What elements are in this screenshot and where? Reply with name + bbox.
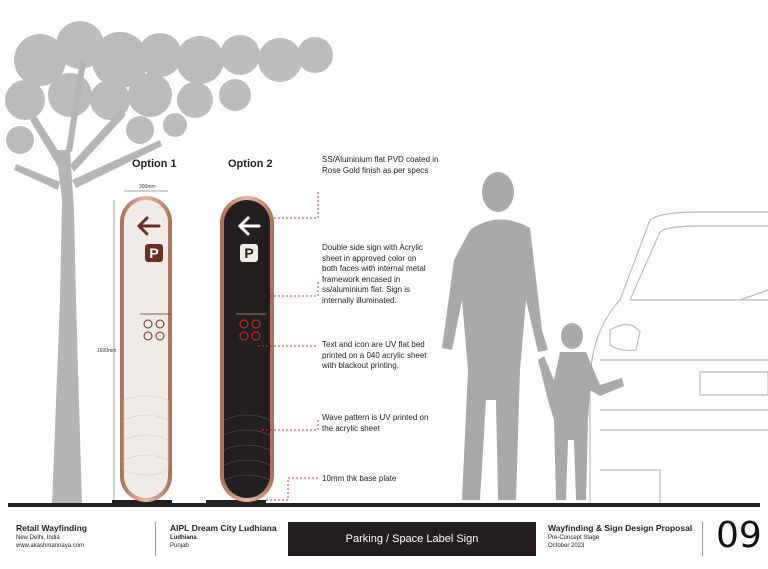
project-city: Ludhiana — [170, 535, 197, 541]
parking-icon — [240, 244, 258, 262]
car-outline — [590, 212, 768, 505]
footer-divider — [155, 522, 156, 556]
project-state: Punjab — [170, 543, 189, 549]
note-wave: Wave pattern is UV printed on the acrylic sheet — [322, 413, 429, 433]
note-plate: 10mm thk base plate — [322, 474, 397, 483]
height-dimension: 1600mm — [97, 348, 117, 354]
child-silhouette — [538, 323, 624, 500]
sign-option-2 — [206, 196, 274, 505]
proposal-title: Wayfinding & Sign Design Proposal — [548, 523, 693, 533]
footer-divider — [702, 522, 703, 556]
sign-option-1 — [112, 196, 172, 505]
svg-text:P: P — [244, 245, 254, 261]
ground-line — [8, 503, 760, 507]
page-number: 09 — [716, 515, 762, 556]
sheet-title-text: Parking / Space Label Sign — [345, 533, 479, 545]
note-finish: SS/Aluminium flat PVD coated in Rose Gold finish as per specs — [322, 155, 439, 175]
footer-company — [16, 523, 87, 550]
footer-project — [170, 523, 277, 550]
parking-icon — [145, 244, 163, 262]
note-print: Text and icon are UV flat bed printed on a 040 acrylic sheet with blackout printing. — [322, 340, 427, 370]
company-location: New Delhi, India — [16, 535, 60, 541]
option-1-title: Option 1 — [132, 158, 177, 170]
adult-silhouette — [442, 172, 548, 500]
option-2-title: Option 2 — [228, 158, 273, 170]
footer-proposal — [548, 523, 692, 550]
proposal-stage: Pre-Concept Stage — [548, 535, 600, 541]
note-sheet: Double side sign with Acrylic sheet in approved color on both faces with internal metal framework encased in ss/aluminium flat. Sign is internally illuminated. — [322, 243, 426, 305]
company-web: www.akashmannaya.com — [16, 543, 85, 549]
svg-text:P: P — [149, 245, 159, 261]
project-name: AIPL Dream City Ludhiana — [170, 523, 277, 533]
proposal-date: October 2023 — [548, 543, 585, 549]
width-dimension: 300mm — [139, 184, 156, 190]
company-name: Retail Wayfinding — [16, 523, 87, 533]
sheet-title — [288, 522, 536, 556]
